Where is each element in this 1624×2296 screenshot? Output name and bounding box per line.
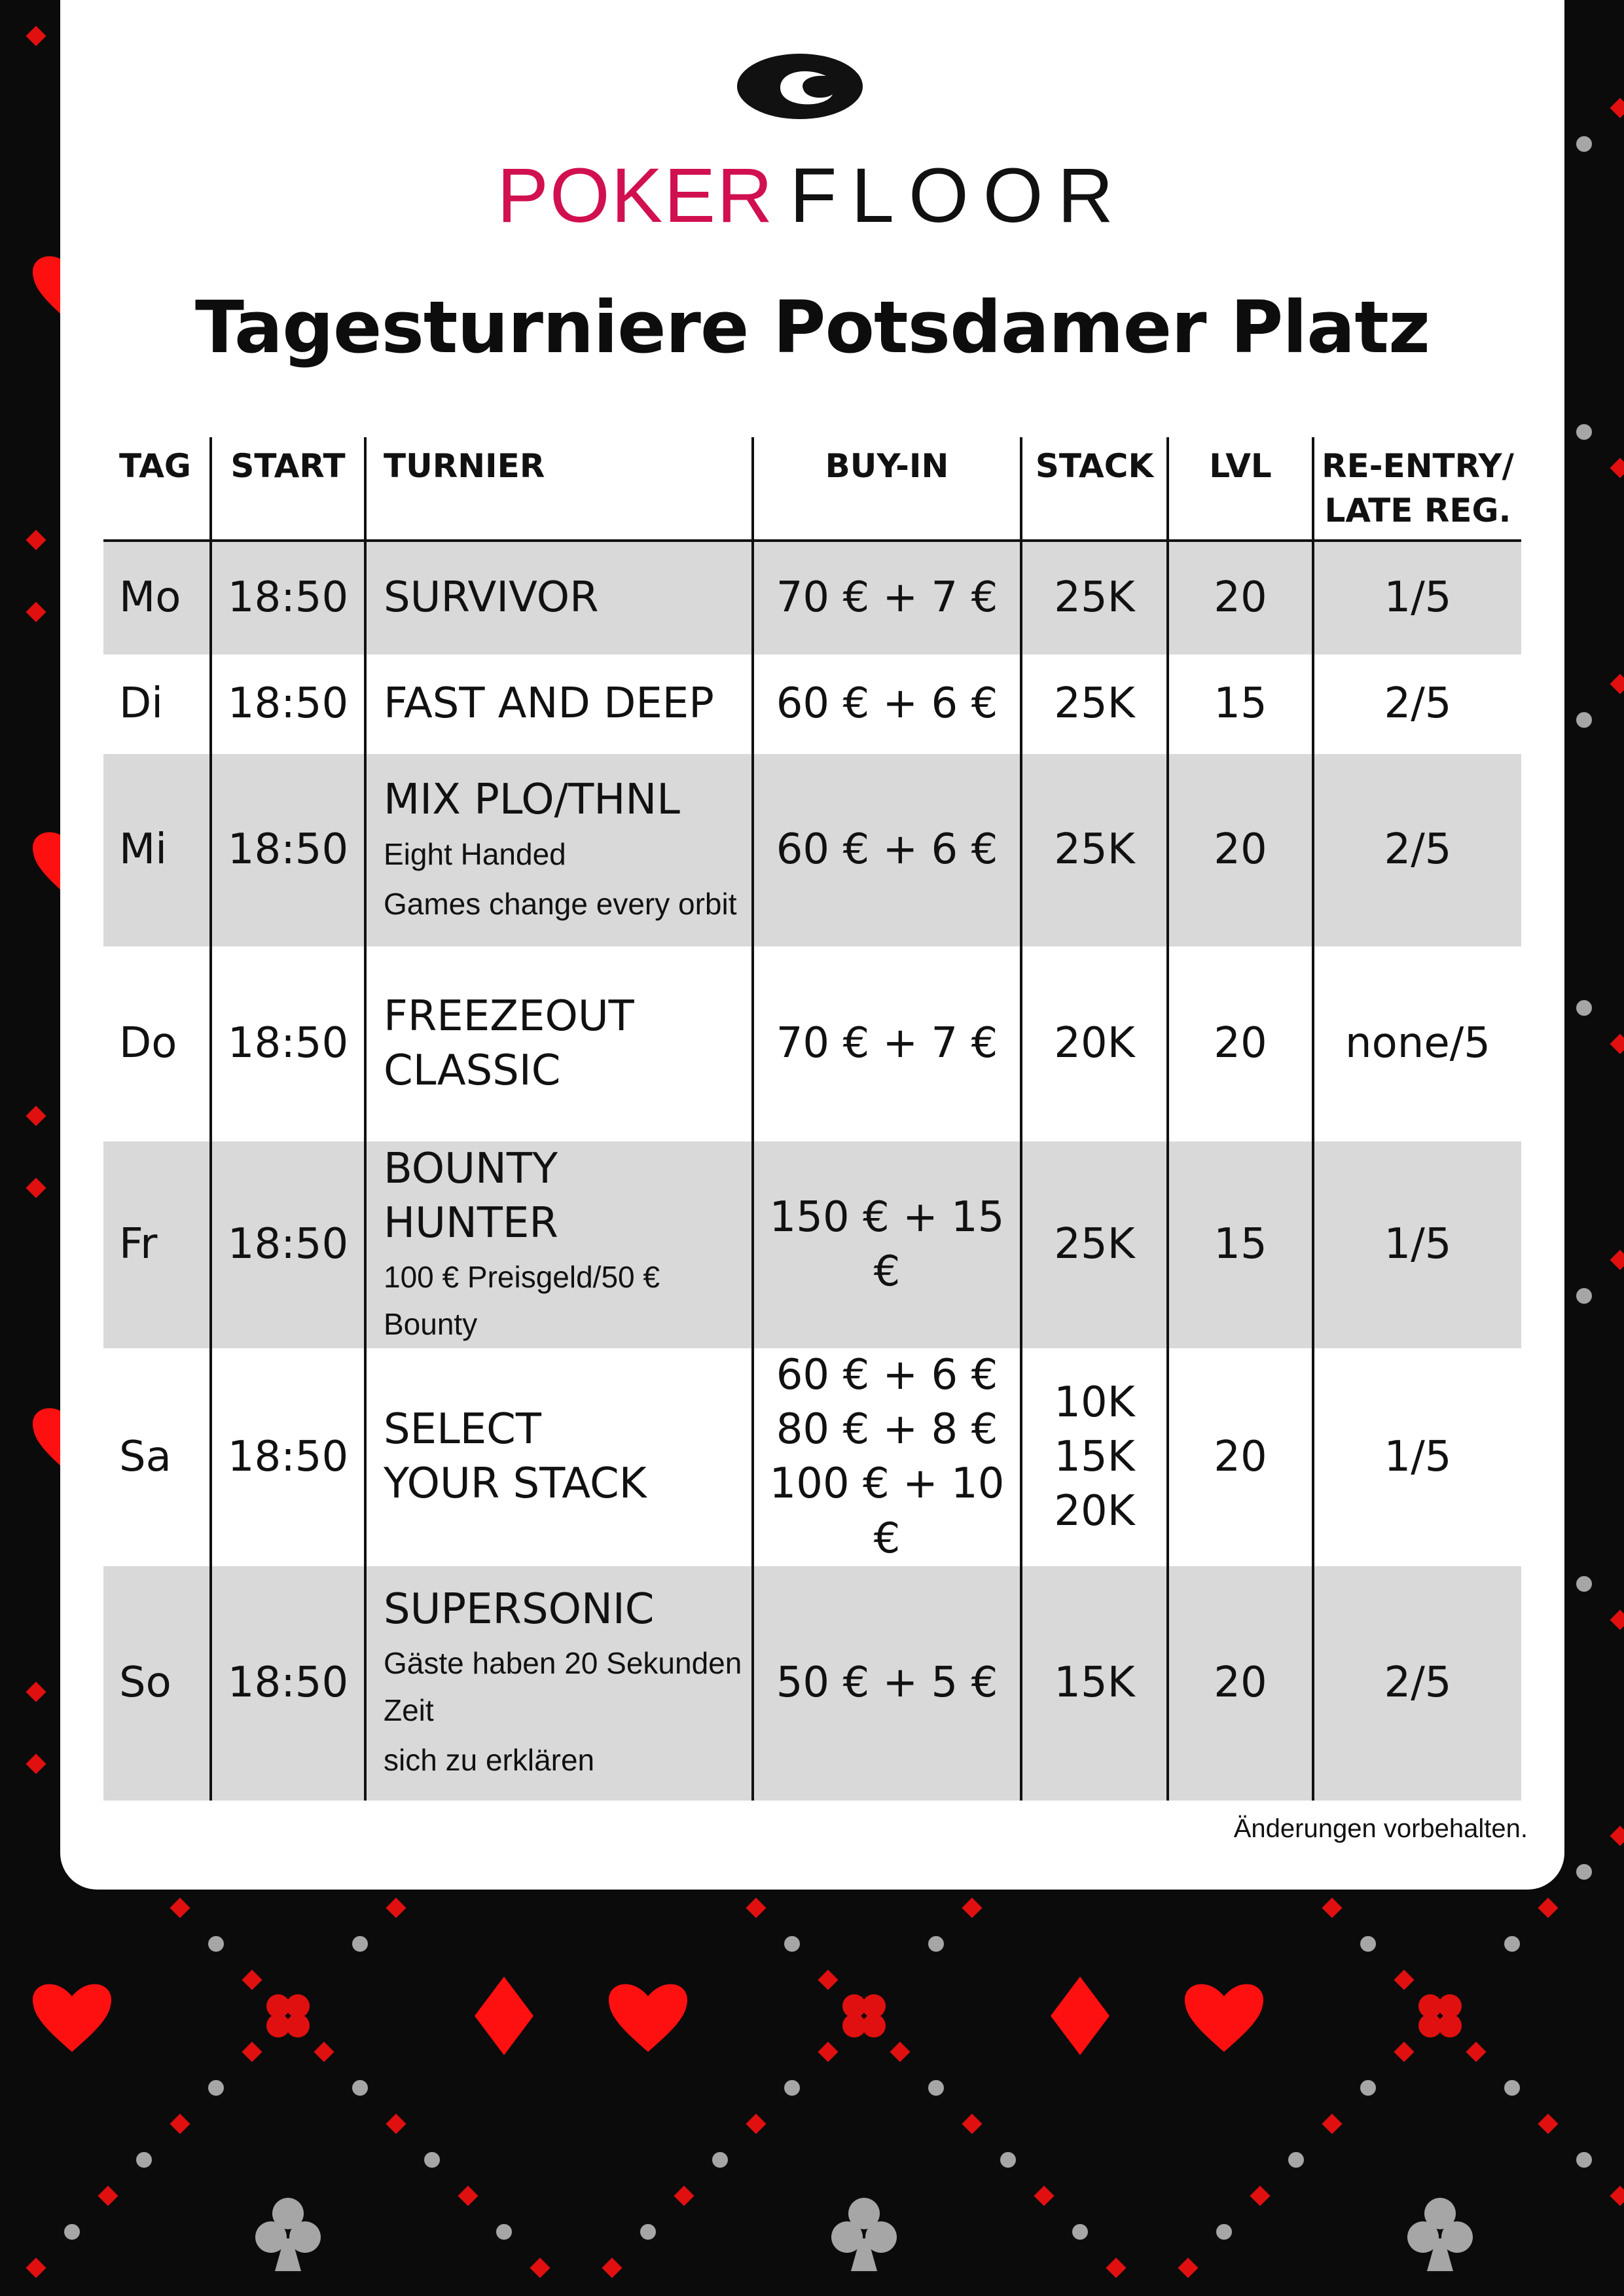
turnier-name: CLASSIC	[384, 1047, 561, 1095]
cell-turnier	[365, 1348, 753, 1566]
cell-reentry: 2/5	[1313, 1566, 1521, 1801]
tournament-schedule-table	[103, 437, 1521, 1801]
cell-tag: Fr	[103, 1141, 211, 1348]
stack-value: 25K	[1054, 679, 1135, 728]
turnier-note: 100 € Preisgeld/50 € Bounty	[384, 1260, 660, 1342]
turnier-note: sich zu erklären	[384, 1743, 595, 1778]
cell-tag: Mi	[103, 754, 211, 946]
stack-value: 25K	[1054, 573, 1135, 622]
table-row	[103, 1141, 1521, 1348]
cell-turnier	[365, 1141, 753, 1348]
cell-start: 18:50	[211, 754, 365, 946]
stack-value: 15K	[1054, 1659, 1135, 1708]
turnier-name: SUPERSONIC	[384, 1585, 655, 1634]
cell-stack	[1021, 655, 1168, 754]
cell-stack	[1021, 1566, 1168, 1801]
cell-start: 18:50	[211, 541, 365, 655]
logo-poker-text: POKER	[497, 152, 774, 239]
cell-stack	[1021, 541, 1168, 655]
header-lvl: LVL	[1168, 437, 1313, 541]
turnier-note: Gäste haben 20 Sekunden Zeit	[384, 1646, 742, 1728]
footer-note: Änderungen vorbehalten.	[1233, 1814, 1528, 1843]
turnier-name: SURVIVOR	[384, 573, 599, 622]
header-start: START	[211, 437, 365, 541]
turnier-name: BOUNTY HUNTER	[384, 1144, 558, 1247]
cell-buyin	[753, 1348, 1021, 1566]
cell-turnier	[365, 541, 753, 655]
header-turnier: TURNIER	[365, 437, 753, 541]
stack-value: 15K	[1054, 1432, 1135, 1481]
turnier-name: YOUR STACK	[384, 1460, 647, 1509]
buyin-value: 60 € + 6 €	[776, 1351, 998, 1399]
poker-floor-logo	[60, 46, 1564, 239]
header-buyin: BUY-IN	[753, 437, 1021, 541]
cell-stack	[1021, 754, 1168, 946]
stack-value: 20K	[1054, 1486, 1135, 1535]
buyin-value: 60 € + 6 €	[776, 679, 998, 728]
buyin-value: 100 € + 10 €	[769, 1460, 1005, 1563]
buyin-value: 70 € + 7 €	[776, 1019, 998, 1068]
cell-stack	[1021, 946, 1168, 1141]
stack-value: 10K	[1054, 1378, 1135, 1427]
cell-tag: Di	[119, 679, 164, 728]
table-header-row	[103, 437, 1521, 541]
cell-lvl: 20	[1168, 1348, 1313, 1566]
header-tag: TAG	[103, 437, 211, 541]
cell-tag: Mo	[103, 541, 211, 655]
cell-reentry: 1/5	[1313, 1141, 1521, 1348]
buyin-value: 60 € + 6 €	[776, 825, 998, 874]
cell-lvl: 20	[1168, 541, 1313, 655]
turnier-note: Eight Handed	[384, 836, 566, 871]
header-reentry-line2: LATE REG.	[1324, 492, 1511, 529]
cell-start: 18:50	[211, 655, 365, 754]
cell-start: 18:50	[211, 1141, 365, 1348]
cell-lvl: 20	[1168, 946, 1313, 1141]
turnier-note: Games change every orbit	[384, 886, 737, 921]
header-reentry	[1313, 437, 1521, 541]
cell-buyin	[753, 1141, 1021, 1348]
cell-stack	[1021, 1141, 1168, 1348]
cell-tag: Sa	[119, 1432, 171, 1481]
stack-value: 20K	[1054, 1019, 1135, 1068]
stack-value: 25K	[1054, 1220, 1135, 1269]
cell-tag: So	[103, 1566, 211, 1801]
table-row	[103, 1566, 1521, 1801]
cell-turnier	[365, 754, 753, 946]
logo-floor-text: FLOOR	[789, 152, 1128, 239]
turnier-name: FAST AND DEEP	[384, 679, 714, 728]
cell-lvl: 20	[1168, 1566, 1313, 1801]
cell-buyin	[753, 541, 1021, 655]
cell-buyin	[753, 754, 1021, 946]
table-row	[103, 754, 1521, 946]
table-row	[103, 541, 1521, 655]
cell-reentry: none/5	[1313, 946, 1521, 1141]
buyin-value: 150 € + 15 €	[769, 1193, 1005, 1296]
header-reentry-line1: RE-ENTRY/	[1322, 447, 1514, 485]
cell-buyin	[753, 1566, 1021, 1801]
table-row	[103, 946, 1521, 1141]
buyin-value: 70 € + 7 €	[776, 573, 998, 622]
cell-lvl: 20	[1168, 754, 1313, 946]
poker-floor-logo-icon	[734, 48, 865, 127]
cell-start: 18:50	[211, 1566, 365, 1801]
cell-turnier	[365, 655, 753, 754]
stack-value: 25K	[1054, 825, 1135, 874]
turnier-name: SELECT	[384, 1405, 541, 1454]
cell-tag: Do	[119, 1019, 177, 1068]
cell-start: 18:50	[211, 946, 365, 1141]
cell-turnier	[365, 946, 753, 1141]
cell-reentry: 2/5	[1313, 655, 1521, 754]
cell-reentry: 1/5	[1313, 541, 1521, 655]
schedule-card	[60, 0, 1564, 1890]
cell-lvl: 15	[1168, 655, 1313, 754]
cell-lvl: 15	[1168, 1141, 1313, 1348]
table-row	[103, 655, 1521, 754]
cell-turnier	[365, 1566, 753, 1801]
cell-buyin	[753, 946, 1021, 1141]
buyin-value: 80 € + 8 €	[776, 1405, 998, 1454]
cell-reentry: 1/5	[1313, 1348, 1521, 1566]
header-stack: STACK	[1021, 437, 1168, 541]
page-title: Tagesturniere Potsdamer Platz	[195, 285, 1430, 369]
cell-buyin	[753, 655, 1021, 754]
cell-stack	[1021, 1348, 1168, 1566]
turnier-name: MIX PLO/THNL	[384, 776, 680, 825]
turnier-name: FREEZEOUT	[384, 992, 634, 1041]
cell-reentry: 2/5	[1313, 754, 1521, 946]
logo-wordmark	[60, 152, 1564, 239]
table-row	[103, 1348, 1521, 1566]
buyin-value: 50 € + 5 €	[776, 1659, 998, 1708]
cell-start: 18:50	[211, 1348, 365, 1566]
